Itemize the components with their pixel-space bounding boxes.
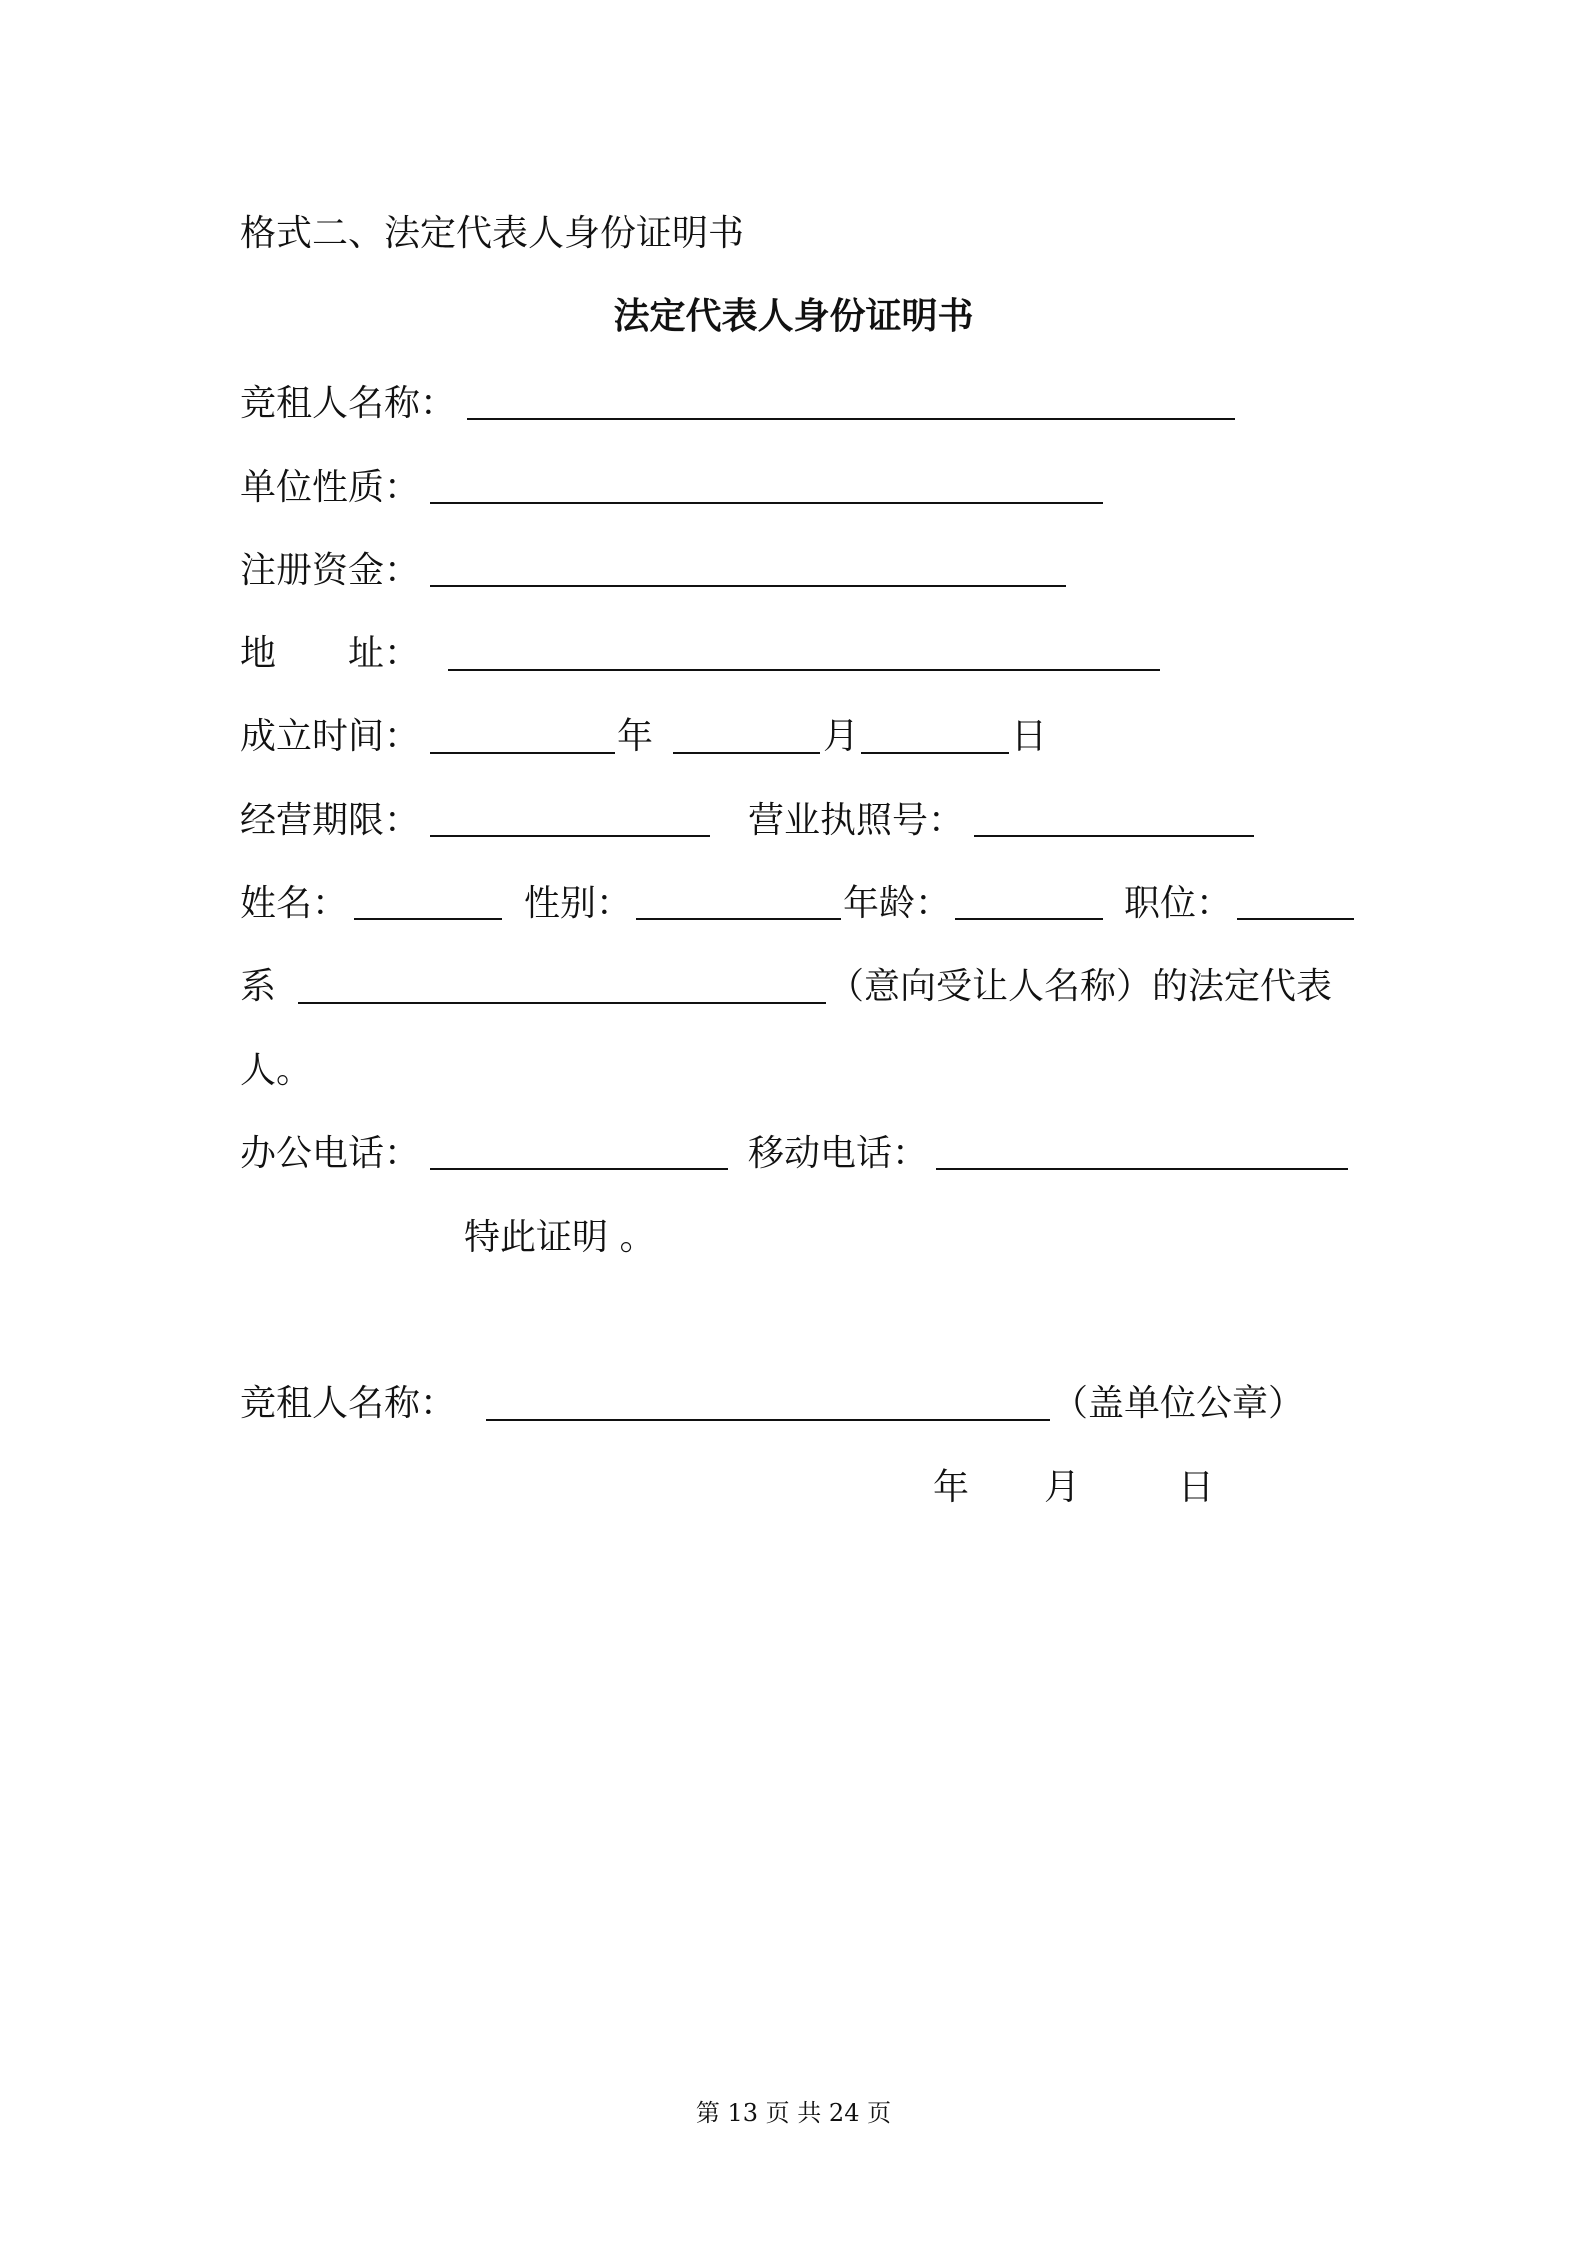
- gender-label: 性别：: [524, 883, 633, 924]
- assignee-name-blank: [298, 1002, 826, 1004]
- unit-nature-label: 单位性质：: [240, 467, 421, 508]
- format-heading: 格式二、法定代表人身份证明书: [240, 213, 745, 254]
- unit-nature-blank: [430, 502, 1103, 504]
- document-title: 法定代表人身份证明书: [613, 295, 974, 337]
- page-footer: 第 13 页 共 24 页: [695, 2099, 892, 2127]
- mobile-phone-label: 移动电话：: [748, 1133, 929, 1174]
- established-day-blank: [861, 752, 1009, 754]
- age-blank: [955, 918, 1103, 920]
- sign-day-label: 日: [1178, 1467, 1215, 1508]
- name-label: 姓名：: [240, 883, 349, 924]
- business-term-label: 经营期限：: [240, 800, 421, 841]
- business-term-blank: [430, 835, 710, 837]
- signature-bidder-blank: [486, 1419, 1050, 1421]
- certify-text: 特此证明 。: [464, 1217, 656, 1258]
- sign-year-label: 年: [933, 1467, 970, 1508]
- established-month-blank: [673, 752, 820, 754]
- signature-bidder-label: 竞租人名称：: [240, 1383, 457, 1424]
- age-label: 年龄：: [843, 883, 952, 924]
- bidder-name-blank: [467, 418, 1235, 420]
- established-day-label: 日: [1011, 716, 1048, 757]
- sign-month-label: 月: [1044, 1467, 1081, 1508]
- established-label: 成立时间：: [240, 716, 421, 757]
- license-no-label: 营业执照号：: [748, 800, 965, 841]
- representative-suffix: （意向受让人名称）的法定代表: [828, 966, 1333, 1007]
- established-year-blank: [430, 752, 615, 754]
- license-no-blank: [974, 835, 1254, 837]
- seal-note: （盖单位公章）: [1052, 1383, 1305, 1424]
- address-label: 地 址：: [240, 633, 421, 674]
- established-month-label: 月: [823, 716, 860, 757]
- representative-tail: 人。: [240, 1050, 313, 1091]
- name-blank: [354, 918, 502, 920]
- gender-blank: [636, 918, 841, 920]
- established-year-label: 年: [617, 716, 654, 757]
- registered-capital-label: 注册资金：: [240, 550, 421, 591]
- representative-prefix: 系: [240, 966, 277, 1007]
- position-label: 职位：: [1124, 883, 1233, 924]
- registered-capital-blank: [430, 585, 1066, 587]
- office-phone-label: 办公电话：: [240, 1133, 421, 1174]
- office-phone-blank: [430, 1168, 728, 1170]
- bidder-name-label: 竞租人名称：: [240, 383, 457, 424]
- mobile-phone-blank: [936, 1168, 1348, 1170]
- address-blank: [448, 669, 1160, 671]
- position-blank: [1237, 918, 1354, 920]
